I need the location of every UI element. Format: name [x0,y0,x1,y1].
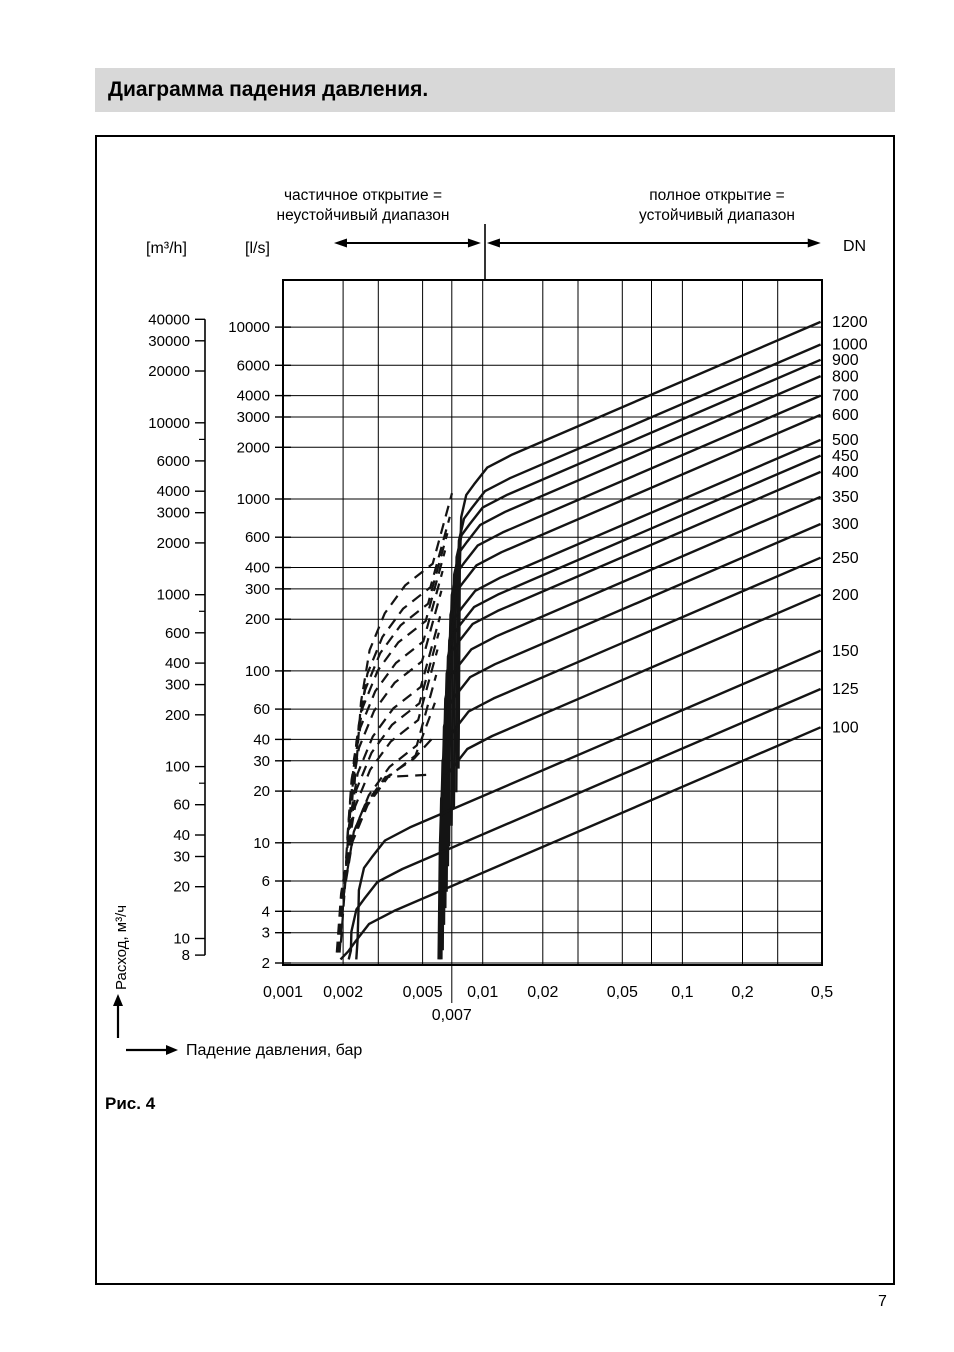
m3h-tick-label: 20000 [148,363,190,380]
m3h-tick-label: 200 [164,706,190,724]
m3h-tick-label: 3000 [156,504,190,522]
figure-caption: Рис. 4 [105,1094,156,1113]
plot-frame [283,280,822,965]
unstable-range-arrow [334,239,481,248]
dn-label: 350 [832,488,859,506]
flow-unit-m3h-label: [m³/h] [146,240,187,257]
x-tick-label: 0,05 [606,984,638,1001]
ls-tick-label: 20 [253,783,270,801]
dn-curve-200-solid [439,595,821,960]
ls-tick-label: 400 [244,559,270,577]
x-tick-label: 0,001 [262,984,304,1001]
m3h-tick-label: 300 [164,676,190,694]
m3h-tick-label: 400 [164,655,190,673]
pressure-axis-arrow-head [166,1045,178,1055]
ls-tick-label: 6 [261,873,270,890]
ls-tick-label: 2 [261,955,270,972]
gridlines [283,280,822,965]
m3h-tick-label: 1000 [156,586,190,604]
x-tick-label: 0,005 [402,984,443,1001]
dn-curve-1200-dashed [357,493,452,761]
ls-tick-label: 1000 [236,491,270,508]
page-number: 7 [878,1293,887,1310]
ls-tick-label: 600 [244,529,270,547]
partial-opening-annotation [240,186,486,226]
ls-tick-label: 300 [244,580,270,598]
m3h-tick-label: 60 [173,796,190,814]
dn-curves-solid [341,322,821,960]
dn-curve-800-solid [452,376,821,826]
ls-tick-label: 3 [261,924,270,942]
ls-tick-label: 30 [253,752,270,770]
dn-curve-500-solid [447,440,821,892]
dn-label: 900 [832,352,859,369]
m3h-tick-label: 40000 [148,311,190,329]
dn-labels [832,314,868,737]
dn-label: 1000 [832,336,868,354]
x-tick-label: 0,02 [527,984,559,1001]
full-opening-line1: полное открытие = [649,187,785,204]
m3h-tick-label: 100 [164,758,190,776]
ls-tick-label: 100 [244,662,270,680]
dn-curve-400-solid [444,472,821,925]
m3h-tick-label: 8 [181,947,190,965]
ls-tick-label: 4 [261,903,270,921]
dn-column-header: DN [843,238,867,255]
dn-curve-350-solid [443,497,821,951]
x-tick-labels [263,965,833,1024]
ls-tick-label: 200 [244,611,270,629]
dn-curve-1200-solid [459,322,821,769]
ls-tick-label: 10 [253,834,270,852]
x-tick-label: 0,01 [467,984,499,1001]
ls-tick-label: 60 [253,701,270,719]
dn-label: 600 [832,407,859,425]
x-axis-caption: Падение давления, бар [186,1042,363,1059]
page-title: Диаграмма падения давления. [95,68,895,112]
dn-curve-900-solid [454,360,821,809]
ls-tick-label: 2000 [236,439,270,457]
partial-opening-line1: частичное открытие = [283,187,443,204]
dn-label: 250 [832,549,859,567]
ls-tick-label: 10000 [228,319,270,337]
dn-label: 125 [832,681,859,699]
ls-scale [228,319,291,972]
ls-tick-label: 4000 [236,387,270,405]
range-arrows [334,224,821,280]
stable-range-arrow [487,239,821,248]
x-tick-label: 0,5 [810,984,834,1001]
m3h-scale [148,311,205,964]
flow-unit-ls-label: [l/s] [245,240,270,257]
dn-label: 300 [832,516,859,534]
dn-label: 150 [832,642,859,660]
m3h-tick-label: 4000 [156,483,190,501]
m3h-tick-label: 40 [173,827,190,844]
axis-arrows [113,994,178,1055]
m3h-tick-label: 10000 [148,414,190,432]
m3h-tick-label: 20 [173,878,190,896]
ls-tick-label: 6000 [236,357,270,375]
m3h-tick-label: 30 [173,848,190,866]
full-opening-annotation [594,186,840,226]
x-tick-label: 0,1 [671,984,694,1001]
dn-label: 200 [832,586,859,604]
m3h-tick-label: 2000 [156,534,190,552]
m3h-tick-label: 600 [164,624,190,642]
dn-label: 1200 [832,314,868,331]
x-tick-label: 0,2 [731,984,754,1001]
dn-curve-250-solid [440,558,821,960]
m3h-tick-label: 6000 [156,452,190,470]
dn-curve-150-solid [356,651,820,960]
dn-label: 800 [832,368,859,386]
dn-label: 450 [832,447,859,465]
m3h-tick-label: 30000 [148,332,190,350]
y-axis-caption: Расход, м³/ч [113,904,130,990]
dn-label: 500 [832,432,859,449]
flow-axis-arrow-head [113,994,123,1006]
partial-opening-line2: неустойчивый диапазон [276,207,450,224]
dn-label: 100 [832,719,859,737]
dn-curves-dashed-unstable [337,493,452,952]
m3h-tick-label: 10 [173,930,190,948]
x-tick-label: 0,002 [323,984,364,1001]
dn-label: 700 [832,387,859,405]
ls-tick-label: 40 [253,731,270,749]
x-extra-tick-label: 0,007 [431,1007,472,1024]
dn-label: 400 [832,464,859,482]
full-opening-line2: устойчивый диапазон [639,207,795,224]
ls-tick-label: 3000 [236,409,270,426]
dn-curve-1000-solid [456,345,820,793]
dn-curve-450-solid [445,456,820,908]
dn-curve-100-solid [341,727,821,959]
